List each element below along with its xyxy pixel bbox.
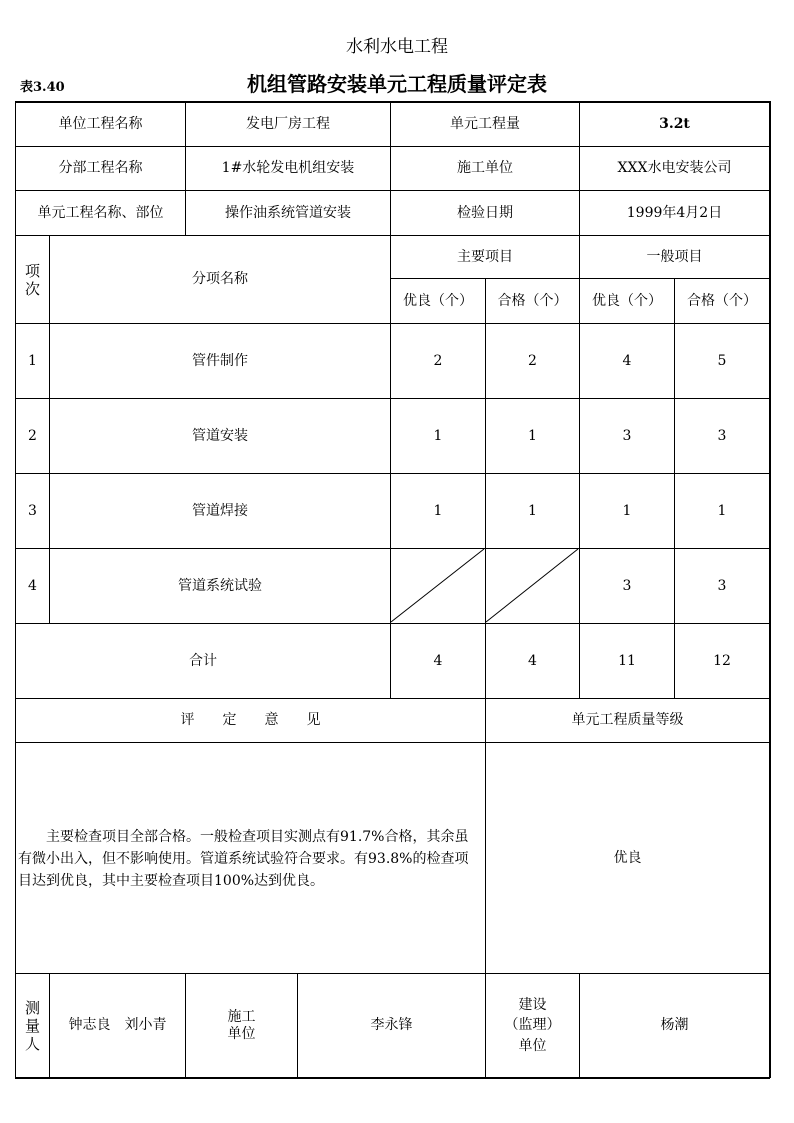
main-excellent-cell: 1 — [433, 427, 443, 444]
supervision-unit-label-line: （监理） — [504, 1017, 561, 1034]
unit-project-value: 发电厂房工程 — [246, 115, 330, 132]
surveyor-label-char: 量 — [24, 1016, 40, 1035]
row-index: 1 — [28, 352, 37, 369]
general-qualified-cell: 1 — [717, 502, 727, 519]
general-excellent-cell: 4 — [622, 352, 632, 369]
total-label: 合计 — [189, 652, 217, 669]
row-index: 2 — [28, 427, 37, 444]
supervision-unit-label — [486, 974, 579, 1077]
inspection-date-label: 检验日期 — [457, 204, 513, 221]
supervision-unit-value: 杨潮 — [660, 1017, 689, 1034]
row-name: 管道安装 — [192, 427, 248, 444]
grade-header: 单元工程质量等级 — [571, 712, 684, 729]
main-qualified-cell: 1 — [528, 502, 537, 519]
main-header: 水利水电工程 — [346, 37, 448, 57]
general-excellent-cell: 1 — [622, 502, 632, 519]
main-excellent-header: 优良（个） — [403, 292, 473, 309]
col-index-char: 项 — [24, 261, 40, 280]
construction-unit-value: 李永锋 — [370, 1017, 413, 1034]
general-qualified-header: 合格（个） — [687, 292, 757, 309]
sub-project-label: 分部工程名称 — [58, 160, 143, 177]
opinion-header: 评 定 意 见 — [180, 712, 321, 729]
general-qualified-cell: 3 — [717, 577, 727, 594]
contractor-label: 施工单位 — [457, 160, 513, 177]
general-excellent-cell: 3 — [622, 577, 632, 594]
unit-quantity-value: 3.2t — [659, 115, 690, 132]
general-excellent-cell: 3 — [622, 427, 632, 444]
surveyor-label-char: 人 — [24, 1034, 40, 1053]
col-index-char: 次 — [24, 279, 40, 298]
surveyor-value: 钟志良 刘小青 — [68, 1017, 167, 1034]
row-name: 管道系统试验 — [178, 577, 262, 594]
supervision-unit-label-line: 单位 — [518, 1037, 547, 1054]
col-name-header: 分项名称 — [192, 271, 248, 288]
main-qualified-cell: 2 — [528, 352, 537, 369]
total-main-excellent: 4 — [433, 652, 443, 669]
row-name: 管道焊接 — [192, 502, 248, 519]
row-name: 管件制作 — [192, 352, 248, 369]
general-excellent-header: 优良（个） — [592, 292, 662, 309]
sub-project-value: 1#水轮发电机组安装 — [221, 160, 355, 177]
form-number: 表3.40 — [20, 80, 65, 95]
surveyor-label — [16, 974, 49, 1077]
supervision-unit-label-line: 建设 — [518, 997, 547, 1014]
unit-project-label: 单位工程名称 — [58, 115, 143, 132]
general-qualified-cell: 3 — [717, 427, 727, 444]
main-excellent-cell: 1 — [433, 502, 443, 519]
construction-unit-label — [186, 974, 297, 1077]
general-qualified-cell: 5 — [717, 352, 727, 369]
unit-quantity-label: 单元工程量 — [450, 115, 520, 132]
total-main-qualified: 4 — [528, 652, 537, 669]
construction-unit-label-line: 单位 — [227, 1025, 256, 1042]
form-title: 机组管路安装单元工程质量评定表 — [247, 72, 547, 96]
inspection-date-value: 1999年4月2日 — [626, 204, 723, 221]
surveyor-label-char: 测 — [24, 998, 40, 1017]
main-qualified-cell: 1 — [528, 427, 537, 444]
total-general-excellent: 11 — [618, 652, 636, 669]
main-excellent-cell: 2 — [433, 352, 443, 369]
general-items-header: 一般项目 — [646, 248, 703, 265]
element-value: 操作油系统管道安装 — [225, 204, 351, 221]
total-general-qualified: 12 — [713, 652, 731, 669]
main-excellent-cell — [391, 549, 485, 623]
main-items-header: 主要项目 — [457, 248, 513, 265]
row-index: 3 — [28, 502, 37, 519]
main-qualified-header: 合格（个） — [497, 292, 568, 309]
element-label: 单元工程名称、部位 — [37, 204, 164, 221]
opinion-text: 主要检查项目全部合格。一般检查项目实测点有91.7%合格，其余虽有微小出入，但不影响使用。管道系统试验符合要求。有93.8%的检查项目达到优良，其中主要检查项目100%达到优良。 — [18, 829, 469, 889]
col-index-header — [16, 236, 49, 323]
main-qualified-cell — [486, 549, 579, 623]
grade-value: 优良 — [613, 849, 642, 866]
row-index: 4 — [28, 577, 37, 594]
contractor-value: XXX水电安装公司 — [617, 160, 732, 177]
construction-unit-label-line: 施工 — [227, 1008, 256, 1025]
